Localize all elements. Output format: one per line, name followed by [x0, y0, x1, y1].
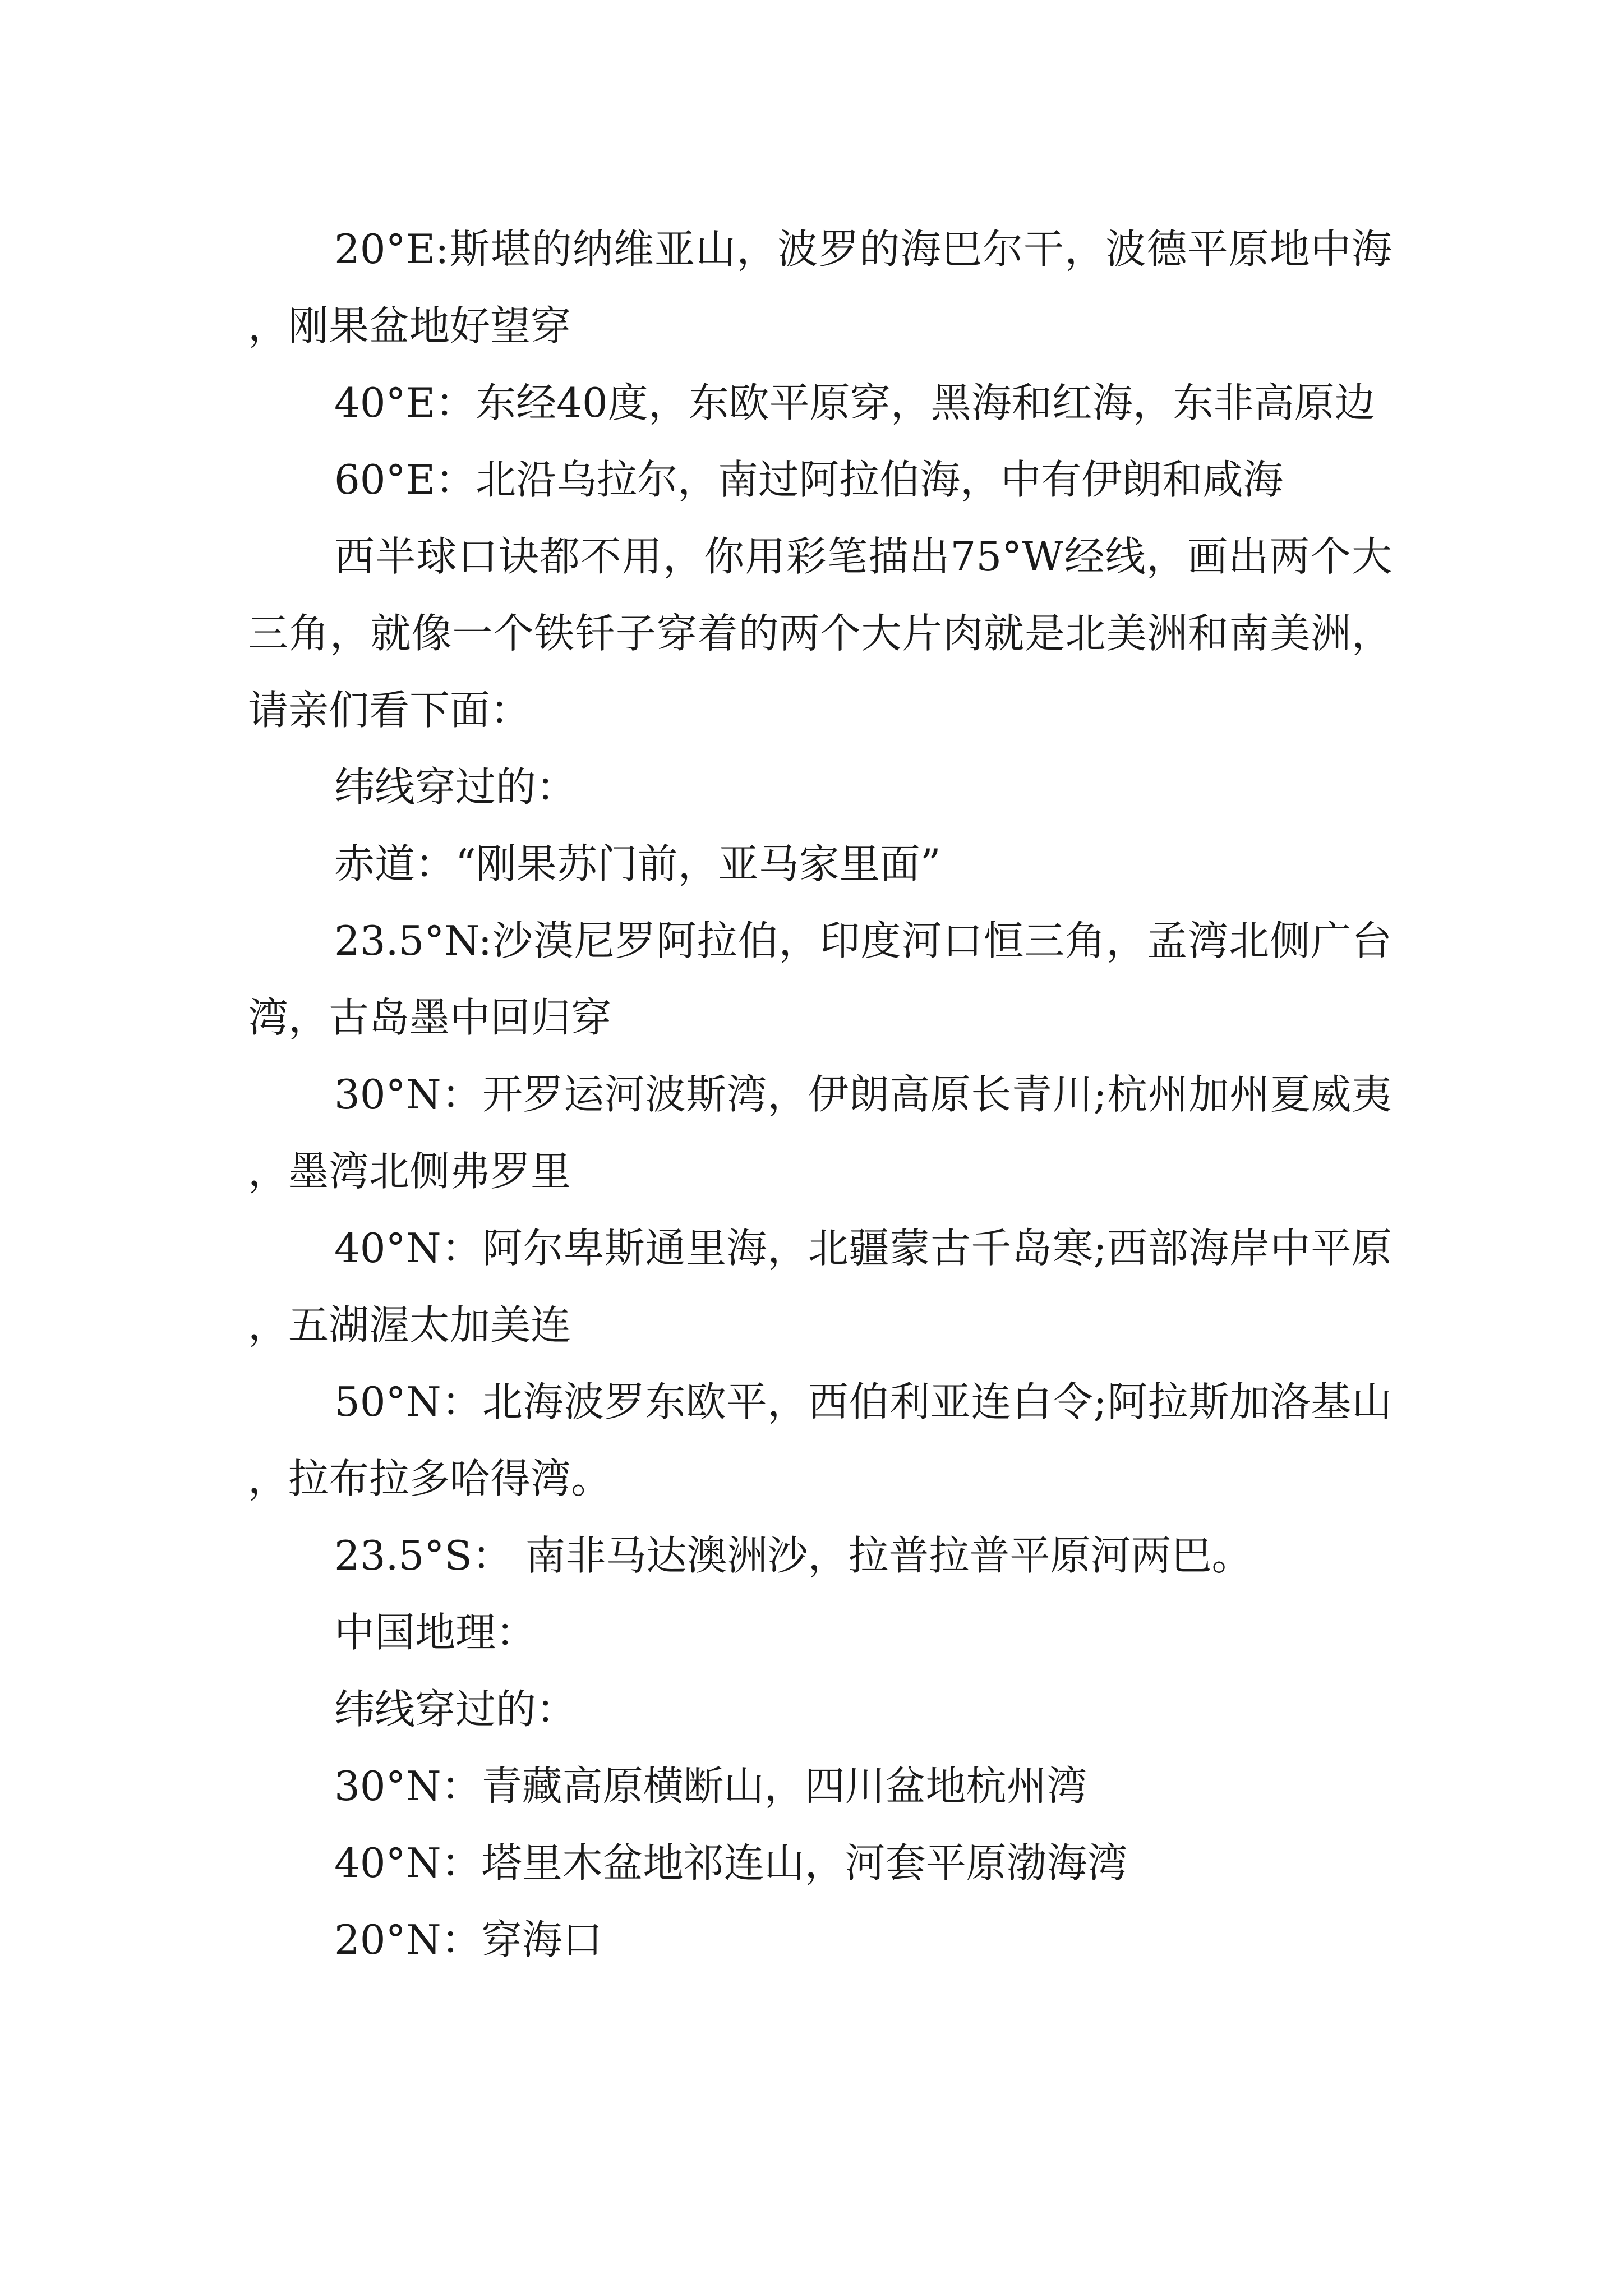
paragraph-china-geography: 中国地理：	[334, 1609, 537, 1656]
body-text	[248, 211, 1392, 1978]
paragraph-40n: 40°N：阿尔卑斯通里海，北疆蒙古千岛寒;西部海岸中平原，五湖渥太加美连	[248, 1225, 1392, 1349]
paragraph-23-5n: 23.5°N:沙漠尼罗阿拉伯，印度河口恒三角，孟湾北侧广台湾，古岛墨中回归穿	[248, 917, 1392, 1041]
paragraph-china-20n: 20°N：穿海口	[334, 1916, 603, 1963]
paragraph-western-hemisphere: 西半球口诀都不用，你用彩笔描出75°W经线，画出两个大三角，就像一个铁钎子穿着的两个大片肉就是北美洲和南美洲，请亲们看下面：	[248, 533, 1392, 734]
paragraph-30n: 30°N：开罗运河波斯湾，伊朗高原长青川;杭州加州夏威夷，墨湾北侧弗罗里	[248, 1071, 1392, 1195]
paragraph-china-30n: 30°N：青藏高原横断山，四川盆地杭州湾	[334, 1763, 1087, 1810]
paragraph-latitude-heading: 纬线穿过的：	[334, 763, 577, 811]
paragraph-china-40n: 40°N：塔里木盆地祁连山，河套平原渤海湾	[334, 1839, 1128, 1887]
paragraph-40e: 40°E：东经40度，东欧平原穿，黑海和红海，东非高原边	[334, 379, 1375, 426]
paragraph-china-latitude-heading: 纬线穿过的：	[334, 1686, 577, 1733]
paragraph-60e: 60°E：北沿乌拉尔，南过阿拉伯海，中有伊朗和咸海	[334, 456, 1284, 503]
paragraph-20e: 20°E:斯堪的纳维亚山，波罗的海巴尔干，波德平原地中海，刚果盆地好望穿	[248, 226, 1392, 349]
paragraph-50n: 50°N：北海波罗东欧平，西伯利亚连白令;阿拉斯加洛基山，拉布拉多哈得湾。	[248, 1378, 1392, 1502]
paragraph-equator: 赤道：“刚果苏门前，亚马家里面”	[334, 840, 941, 887]
paragraph-23-5s: 23.5°S： 南非马达澳洲沙，拉普拉普平原河两巴。	[334, 1532, 1252, 1579]
